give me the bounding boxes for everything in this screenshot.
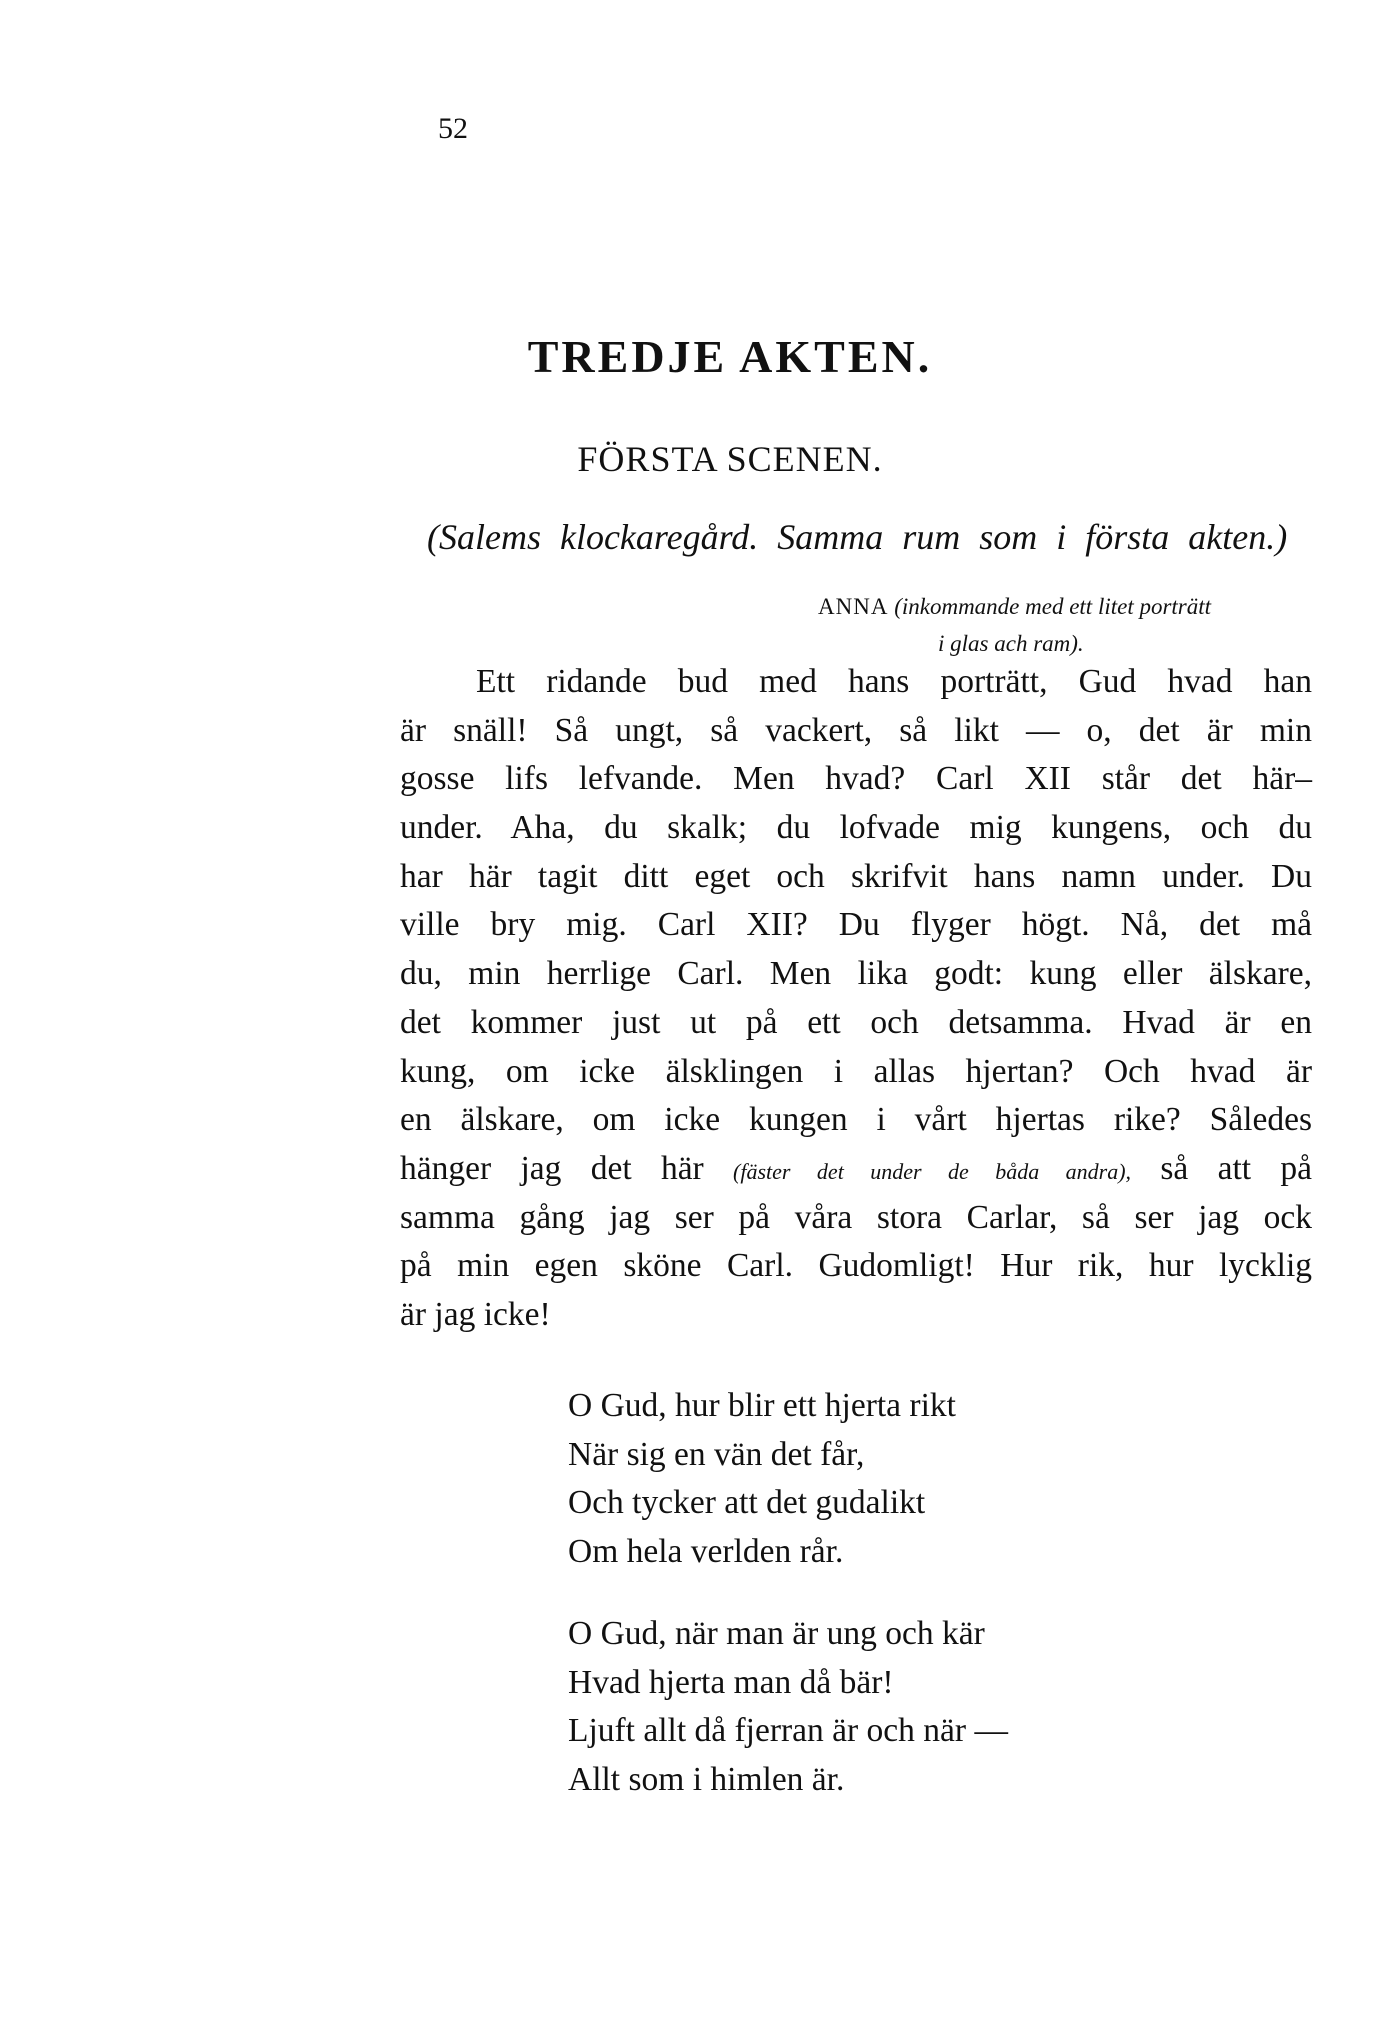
poem-stanza-1: [568, 1382, 956, 1576]
prose-line-with-direction: [400, 1145, 1312, 1194]
speaker-name: ANNA: [818, 594, 889, 619]
prose-line: Ett ridande bud med hans porträtt, Gud hvad han: [476, 663, 1312, 700]
prose-line: har här tagit ditt eget och skrifvit hans namn under. Du: [400, 857, 1312, 895]
verse-line: O Gud, när man är ung och kär: [568, 1615, 985, 1652]
prose-line: kung, om icke älsklingen i allas hjertan? Och hvad är: [400, 1052, 1312, 1090]
verse-line: När sig en vän det får,: [568, 1435, 865, 1473]
prose-line: gosse lifs lefvande. Men hvad? Carl XII står det här–: [400, 760, 1312, 798]
prose-line: det kommer just ut på ett och detsamma. Hvad är en: [400, 1003, 1312, 1041]
prose-line: en älskare, om icke kungen i vårt hjertas rike? Således: [400, 1101, 1312, 1139]
verse-line: Ljuft allt då fjerran är och när —: [568, 1712, 1008, 1749]
speech-prose: [400, 658, 1312, 1340]
verse-line: O Gud, hur blir ett hjerta rikt: [568, 1387, 956, 1424]
prose-line: på min egen sköne Carl. Gudomligt! Hur rik, hur lycklig: [400, 1247, 1312, 1285]
poem-stanza-2: [568, 1610, 1008, 1804]
verse-line: Och tycker att det gudalikt: [568, 1484, 926, 1521]
prose-line: under. Aha, du skalk; du lofvade mig kungens, och du: [400, 809, 1312, 847]
act-title: TREDJE AKTEN.: [527, 331, 933, 382]
prose-line: du, min herrlige Carl. Men lika godt: kung eller älskare,: [400, 955, 1312, 993]
scene-title: FÖRSTA SCENEN.: [577, 439, 883, 479]
verse-line: Hvad hjerta man då bär!: [568, 1663, 894, 1701]
speaker-note-line-2: i glas ach ram).: [938, 631, 1084, 656]
stage-direction: (Salems klockaregård. Samma rum som i första akten.): [427, 517, 1288, 557]
prose-line: är jag icke!: [400, 1295, 551, 1333]
verse-line: Allt som i himlen är.: [568, 1760, 845, 1798]
speaker-heading-line: [818, 588, 1211, 625]
prose-line: är snäll! Så ungt, så vackert, så likt — o, det är min: [400, 711, 1312, 749]
verse-line: Om hela verlden rår.: [568, 1532, 844, 1570]
prose-text: hänger jag det här: [400, 1149, 704, 1187]
prose-line: ville bry mig. Carl XII? Du flyger högt. Nå, det må: [400, 906, 1312, 944]
speaker-note-line-1: (inkommande med ett litet porträtt: [894, 594, 1212, 619]
speaker-block: [818, 588, 1211, 662]
inline-stage-direction: (fäster det under de båda andra),: [733, 1158, 1132, 1184]
prose-text: så att på: [1160, 1149, 1313, 1187]
prose-line: samma gång jag ser på våra stora Carlar, så ser jag ock: [400, 1198, 1312, 1236]
page-number: 52: [438, 112, 468, 145]
